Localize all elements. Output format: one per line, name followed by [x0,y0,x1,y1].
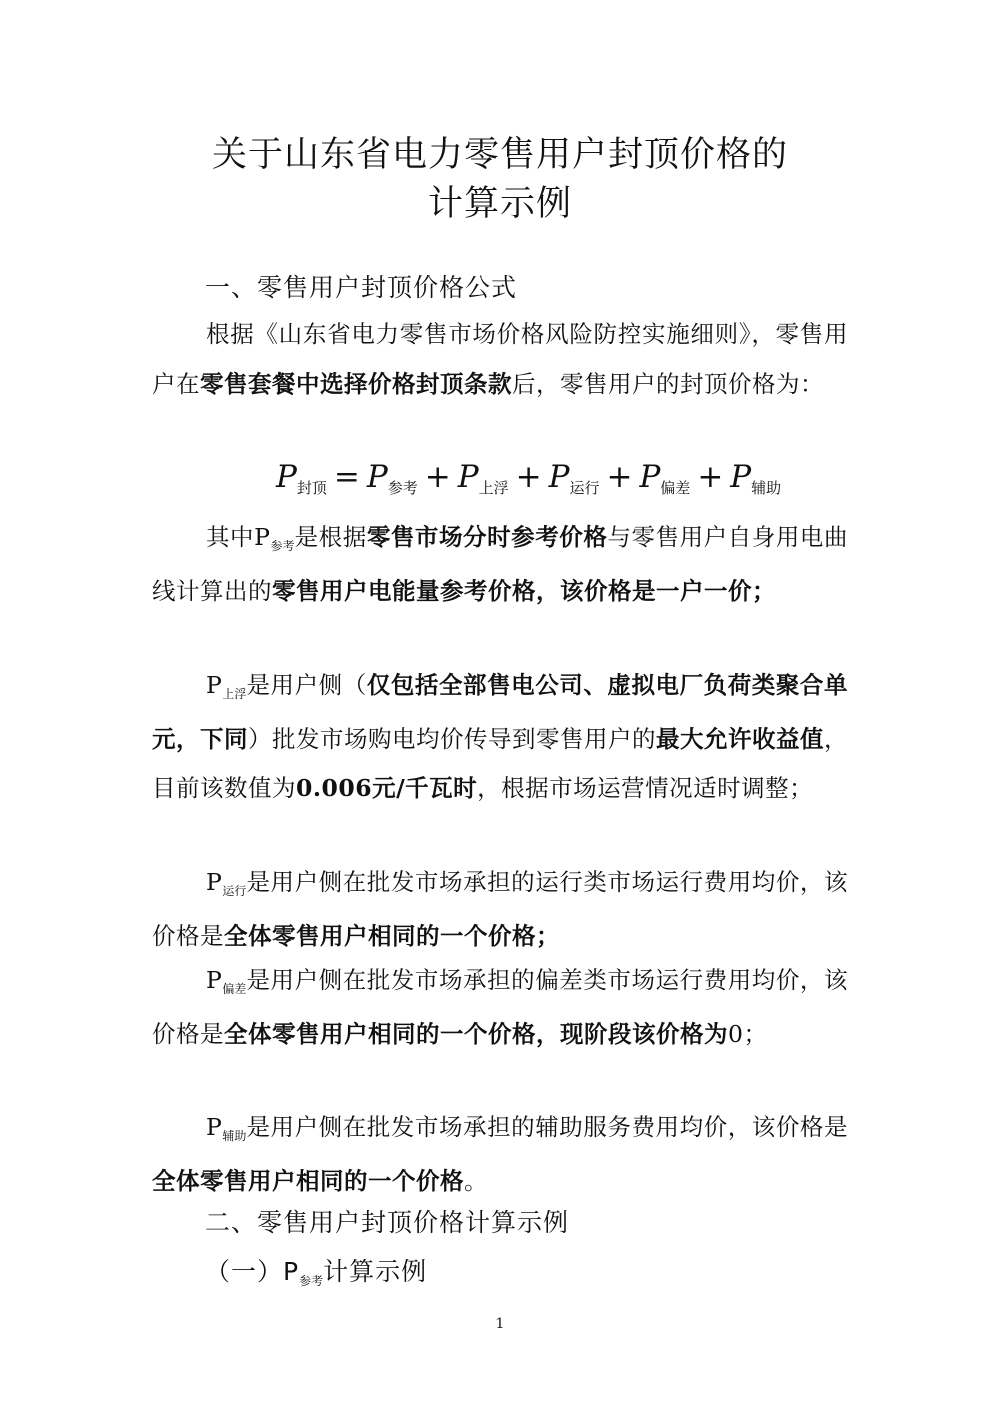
p-float-sub: 上浮 [222,687,247,701]
intro-text-1: 根据《山东省电力零售市场价格风险防控实施细则》，零售用户在 [152,320,848,398]
p-deviation-paragraph [152,956,848,1059]
formula-plus: + [606,459,633,495]
p-ref-text-2: 与零售用户自身用电曲线计算出的 [152,523,848,605]
p-float-lead: P [206,671,223,699]
formula-lhs-sub: 封顶 [296,479,327,497]
page-number: 1 [495,1316,505,1332]
formula-term-sub: 参考 [387,479,418,497]
p-float-text-2: ）批发市场购电均价传导到零售用户的 [248,724,656,753]
p-float-text-3: ，目前该数值为 [152,724,848,802]
formula-term-sub: 偏差 [660,479,691,497]
p-ref-text-1: 是根据 [294,523,367,551]
p-run-text-1: 是用户侧在批发市场承担的运行类市场运行费用均价，该价格是 [152,868,848,950]
p-ref-lead: 其中P [206,523,271,551]
p-dev-bold-1: 全体零售用户相同的一个价格，现阶段该价格为 [224,1019,728,1048]
p-float-bold-2: 最大允许收益值 [656,724,824,753]
intro-paragraph [152,310,848,409]
formula-plus: + [697,459,724,495]
p-float-paragraph [152,661,848,814]
document-title-line-2: 计算示例 [427,184,572,224]
p-ref-sub: 参考 [270,539,295,553]
p-dev-sub: 偏差 [222,982,247,996]
p-run-lead: P [206,868,223,896]
p-auxiliary-paragraph [152,1103,848,1206]
p-aux-sub: 辅助 [222,1129,247,1143]
formula-term-sub: 辅助 [751,479,782,497]
subheading-sub: 参考 [299,1274,324,1288]
p-float-bold-1: 仅包括全部售电公司、虚拟电厂负荷类聚合单元，下同 [152,671,848,753]
subheading-tail: 计算示例 [323,1257,428,1286]
formula-equals: = [333,459,360,495]
p-aux-text-1: 是用户侧在批发市场承担的辅助服务费用均价，该价格是 [246,1113,848,1141]
formula-symbol: P [276,459,297,495]
p-ref-bold-1: 零售市场分时参考价格 [366,523,608,551]
p-run-paragraph [152,858,848,961]
p-aux-text-2: 。 [464,1166,488,1195]
p-run-bold-1: 全体零售用户相同的一个价格； [224,921,560,950]
formula-term-sub: 运行 [569,479,600,497]
formula-symbol: P [457,459,479,495]
p-dev-text-1: 是用户侧在批发市场承担的偏差类市场运行费用均价，该价格是 [152,966,848,1048]
p-dev-text-2: 0； [728,1019,768,1048]
p-ref-bold-2: 零售用户电能量参考价格，该价格是一户一价； [272,576,776,605]
p-float-text-4: ，根据市场运营情况适时调整； [477,774,814,802]
formula-plus: + [424,459,451,495]
section-2-subheading [205,1252,427,1288]
p-float-bold-3: 0.006元/千瓦时 [296,774,478,802]
p-aux-bold-1: 全体零售用户相同的一个价格 [152,1166,464,1195]
subheading-lead: （一）P [205,1257,300,1286]
formula-symbol: P [730,459,752,495]
formula-term-sub: 上浮 [478,479,509,497]
document-title-line-1: 关于山东省电力零售用户封顶价格的 [211,135,788,175]
p-reference-paragraph [152,513,848,616]
p-aux-lead: P [206,1113,223,1141]
formula-symbol: P [548,459,570,495]
formula-symbol: P [639,459,661,495]
intro-text-2: 后，零售用户的封顶价格为： [512,369,824,398]
formula-plus: + [515,459,542,495]
p-float-text-1: 是用户侧（ [246,671,367,699]
section-2-heading: 二、零售用户封顶价格计算示例 [205,1208,570,1237]
intro-bold-1: 零售套餐中选择价格封顶条款 [200,369,512,398]
section-1-heading: 一、零售用户封顶价格公式 [205,273,518,302]
formula-symbol: P [366,459,388,495]
p-run-sub: 运行 [222,884,247,898]
ceiling-price-formula [276,459,781,495]
p-dev-lead: P [206,966,223,994]
